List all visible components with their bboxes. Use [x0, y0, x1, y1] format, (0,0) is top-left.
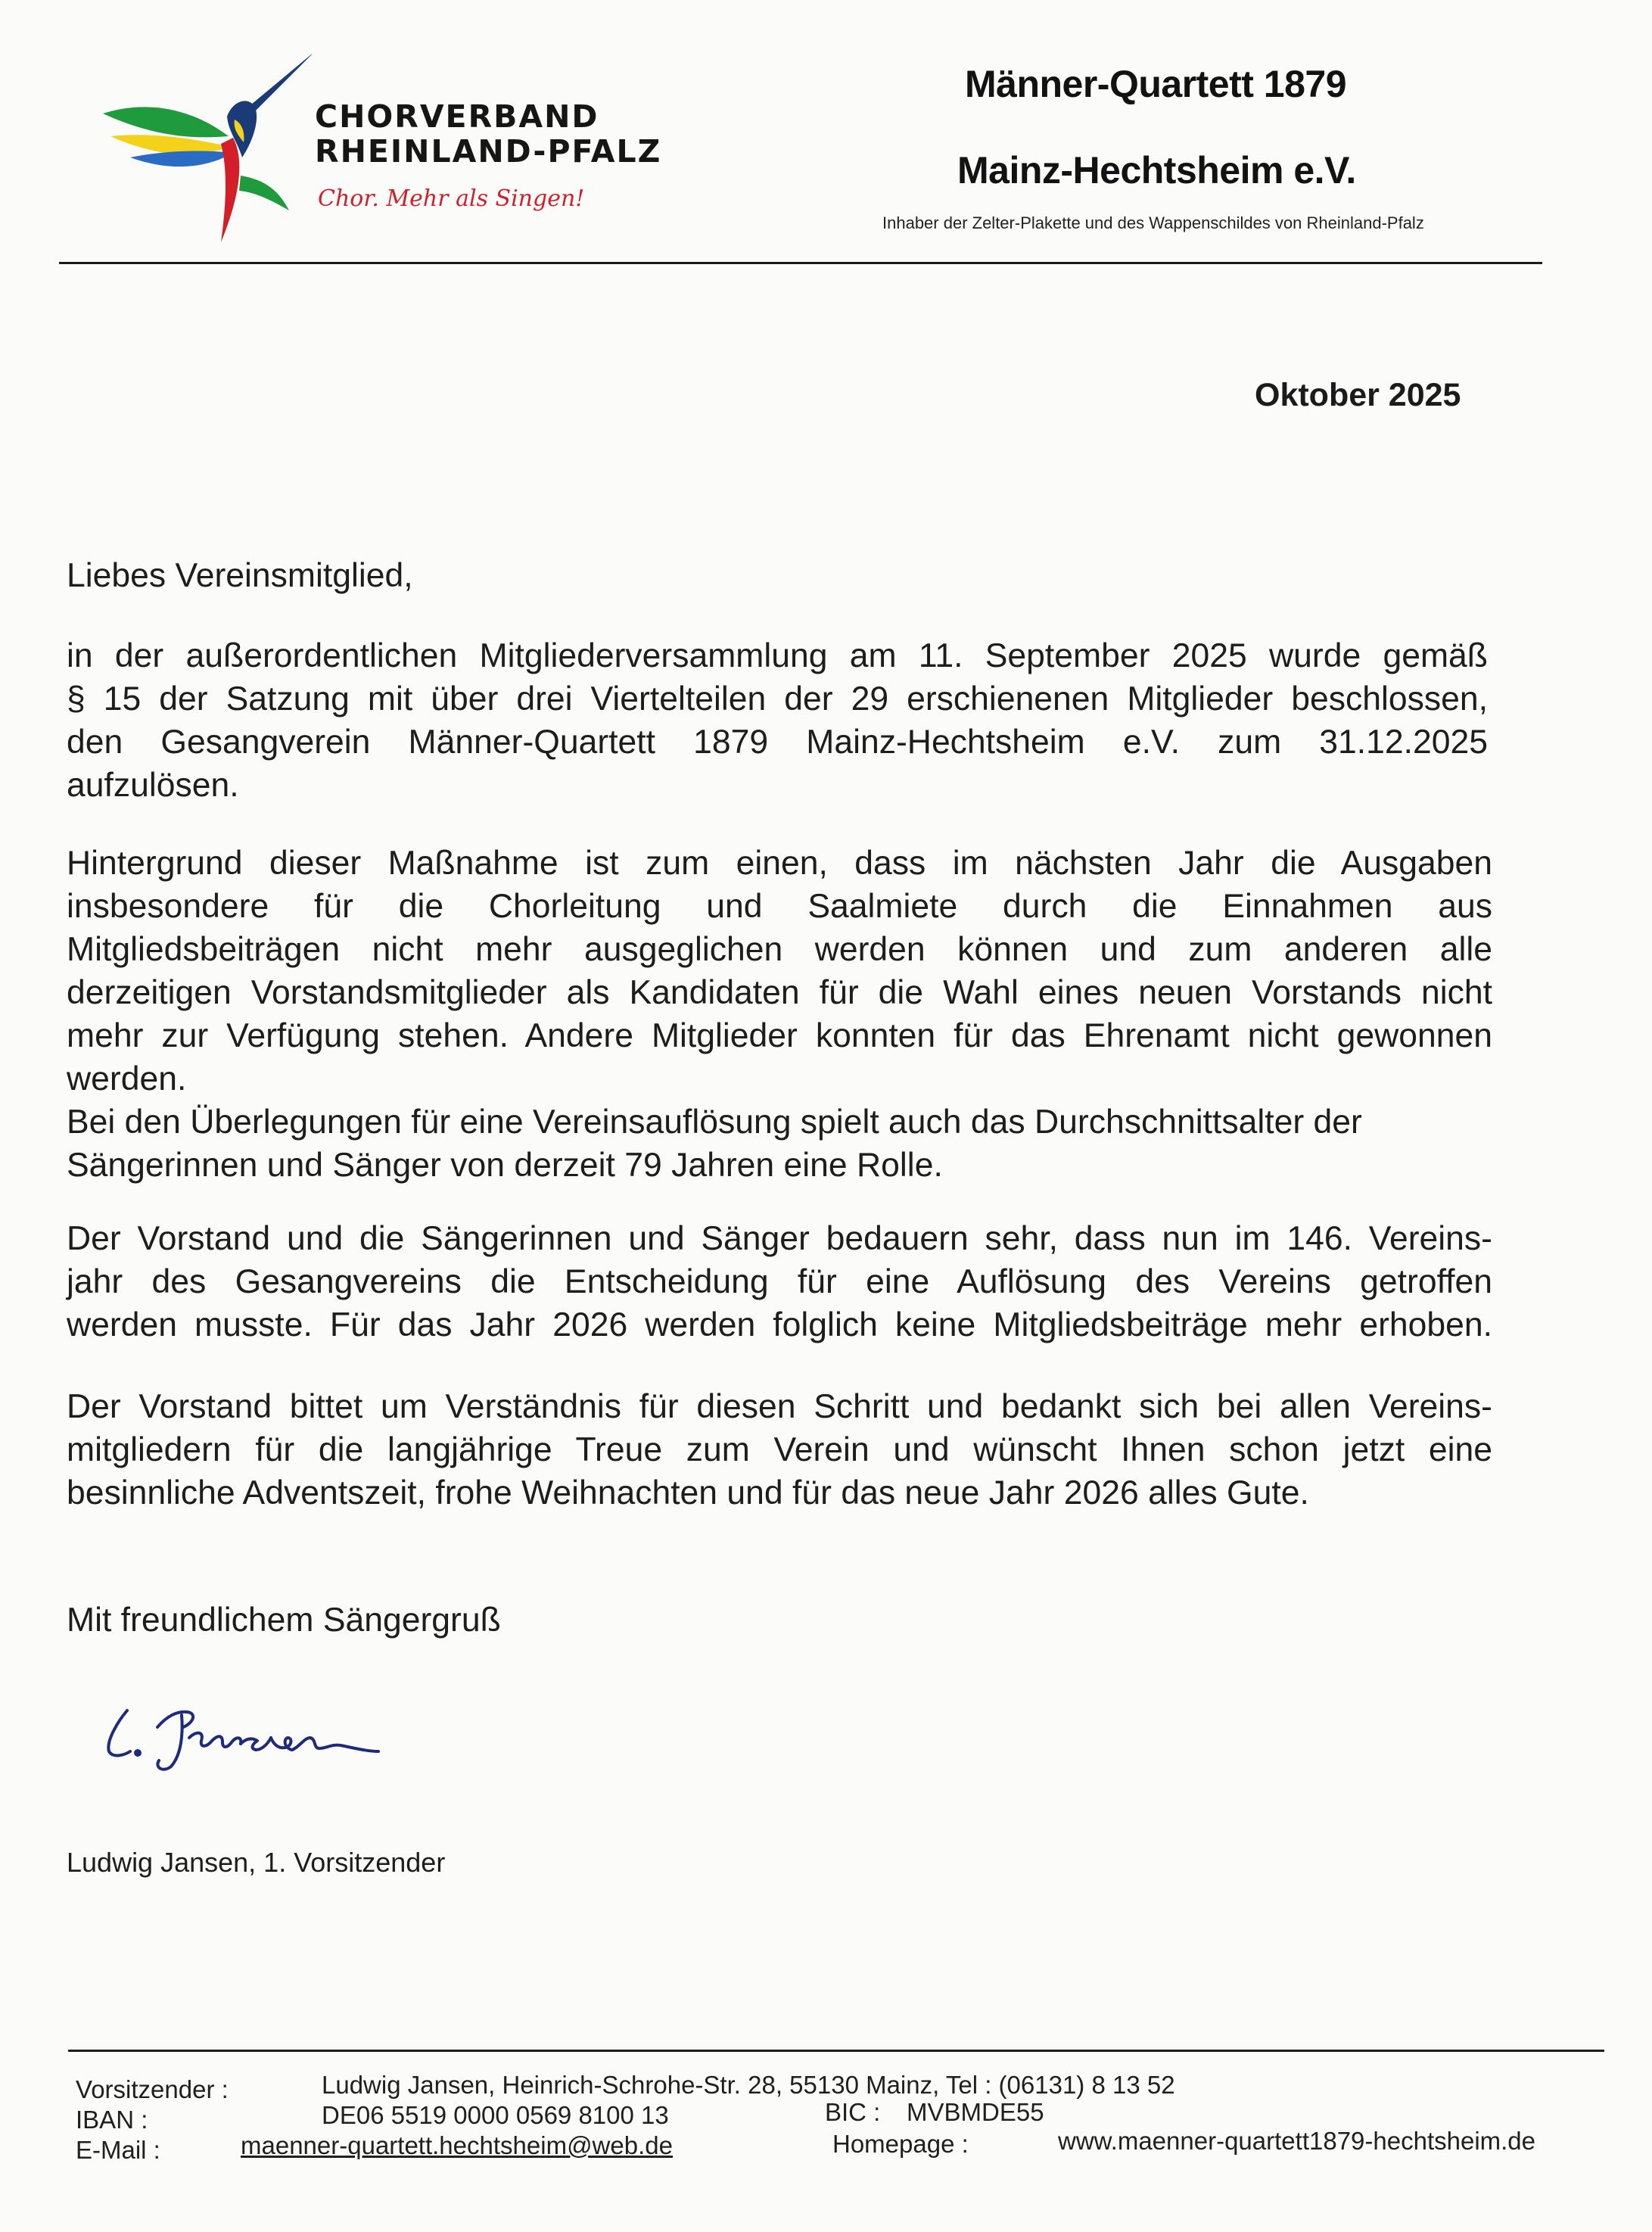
paragraph-2-line: insbesondere für die Chorleitung und Saalmiete durch die Einnahmen aus	[67, 888, 1492, 925]
paragraph-3-line: werden musste. Für das Jahr 2026 werden folglich keine Mitgliedsbeiträge mehr erhoben.	[67, 1306, 1492, 1343]
paragraph-2-line: Sängerinnen und Sänger von derzeit 79 Jahren eine Rolle.	[67, 1147, 943, 1184]
footer-iban-label: IBAN :	[76, 2106, 148, 2134]
club-location: Mainz-Hechtsheim e.V.	[957, 149, 1356, 191]
footer-bic-label: BIC :	[825, 2098, 881, 2126]
logo-line-2: RHEINLAND-PFALZ	[315, 133, 662, 170]
logo-line-1: CHORVERBAND	[315, 98, 599, 135]
logo-tagline: Chor. Mehr als Singen!	[318, 185, 585, 212]
paragraph-4-line: mitgliedern für die langjährige Treue zum Verein und wünscht Ihnen schon jetzt eine	[67, 1431, 1492, 1468]
paragraph-2-line: Mitgliedsbeiträgen nicht mehr ausgeglichen werden können und zum anderen alle	[67, 931, 1492, 968]
paragraph-2-line: Bei den Überlegungen für eine Vereinsauflösung spielt auch das Durchschnittsalter der	[67, 1104, 1362, 1141]
handwritten-signature	[98, 1688, 477, 1786]
salutation-text: Liebes Vereinsmitglied,	[67, 557, 413, 594]
footer-chair-label: Vorsitzender :	[76, 2075, 229, 2103]
signatory	[67, 1841, 1492, 1884]
letter-date: Oktober 2025	[1255, 377, 1461, 413]
paragraph-3	[67, 1217, 1492, 1346]
paragraph-1-line: in der außerordentlichen Mitgliederversammlung am 11. September 2025 wurde gemäß	[67, 637, 1488, 674]
footer-homepage-link[interactable]: www.maenner-quartett1879-hechtsheim.de	[1058, 2127, 1536, 2155]
paragraph-2-line: derzeitigen Vorstandsmitglieder als Kandidaten für die Wahl eines neuen Vorstands nicht	[67, 974, 1492, 1011]
hummingbird-icon	[100, 47, 312, 251]
closing	[67, 1599, 1492, 1642]
paragraph-4-line: Der Vorstand bittet um Verständnis für diesen Schritt und bedankt sich bei allen Vereins-	[67, 1388, 1492, 1425]
paragraph-3-line: Der Vorstand und die Sängerinnen und Sänger bedauern sehr, dass nun im 146. Vereins-	[67, 1220, 1492, 1257]
paragraph-4-line: besinnliche Adventszeit, frohe Weihnachten und für das neue Jahr 2026 alles Gute.	[67, 1474, 1309, 1511]
paragraph-1-line: den Gesangverein Männer-Quartett 1879 Mainz-Hechtsheim e.V. zum 31.12.2025	[67, 724, 1488, 761]
closing-text: Mit freundlichem Sängergruß	[67, 1602, 501, 1639]
footer-bic-value: MVBMDE55	[907, 2098, 1044, 2126]
paragraph-4	[67, 1385, 1492, 1514]
header-divider	[59, 262, 1542, 264]
club-subtitle: Inhaber der Zelter-Plakette und des Wappenschildes von Rheinland-Pfalz	[882, 213, 1424, 232]
chorverband-logo	[100, 47, 662, 251]
footer-iban-value: DE06 5519 0000 0569 8100 13	[322, 2101, 669, 2129]
footer-divider	[68, 2050, 1604, 2052]
footer-email-link[interactable]: maenner-quartett.hechtsheim@web.de	[241, 2131, 673, 2159]
footer-homepage-label: Homepage :	[832, 2130, 969, 2158]
paragraph-2	[67, 842, 1492, 1187]
paragraph-1	[67, 634, 1488, 807]
paragraph-3-line: jahr des Gesangvereins die Entscheidung für eine Auflösung des Vereins getroffen	[67, 1263, 1492, 1300]
paragraph-1-line: § 15 der Satzung mit über drei Viertelteilen der 29 erschienenen Mitglieder beschlossen,	[67, 680, 1488, 718]
salutation	[67, 554, 1492, 597]
footer-email-label: E-Mail :	[76, 2136, 160, 2164]
paragraph-2-line: werden.	[67, 1060, 187, 1097]
paragraph-2-line: mehr zur Verfügung stehen. Andere Mitglieder konnten für das Ehrenamt nicht gewonnen	[67, 1017, 1492, 1054]
signatory-name: Ludwig Jansen, 1. Vorsitzender	[67, 1847, 446, 1878]
footer-chair-value: Ludwig Jansen, Heinrich-Schrohe-Str. 28, 55130 Mainz, Tel : (06131) 8 13 52	[322, 2071, 1175, 2099]
paragraph-1-line: aufzulösen.	[67, 767, 239, 804]
paragraph-2-line: Hintergrund dieser Maßnahme ist zum einen, dass im nächsten Jahr die Ausgaben	[67, 845, 1492, 882]
club-name: Männer-Quartett 1879	[965, 63, 1347, 105]
